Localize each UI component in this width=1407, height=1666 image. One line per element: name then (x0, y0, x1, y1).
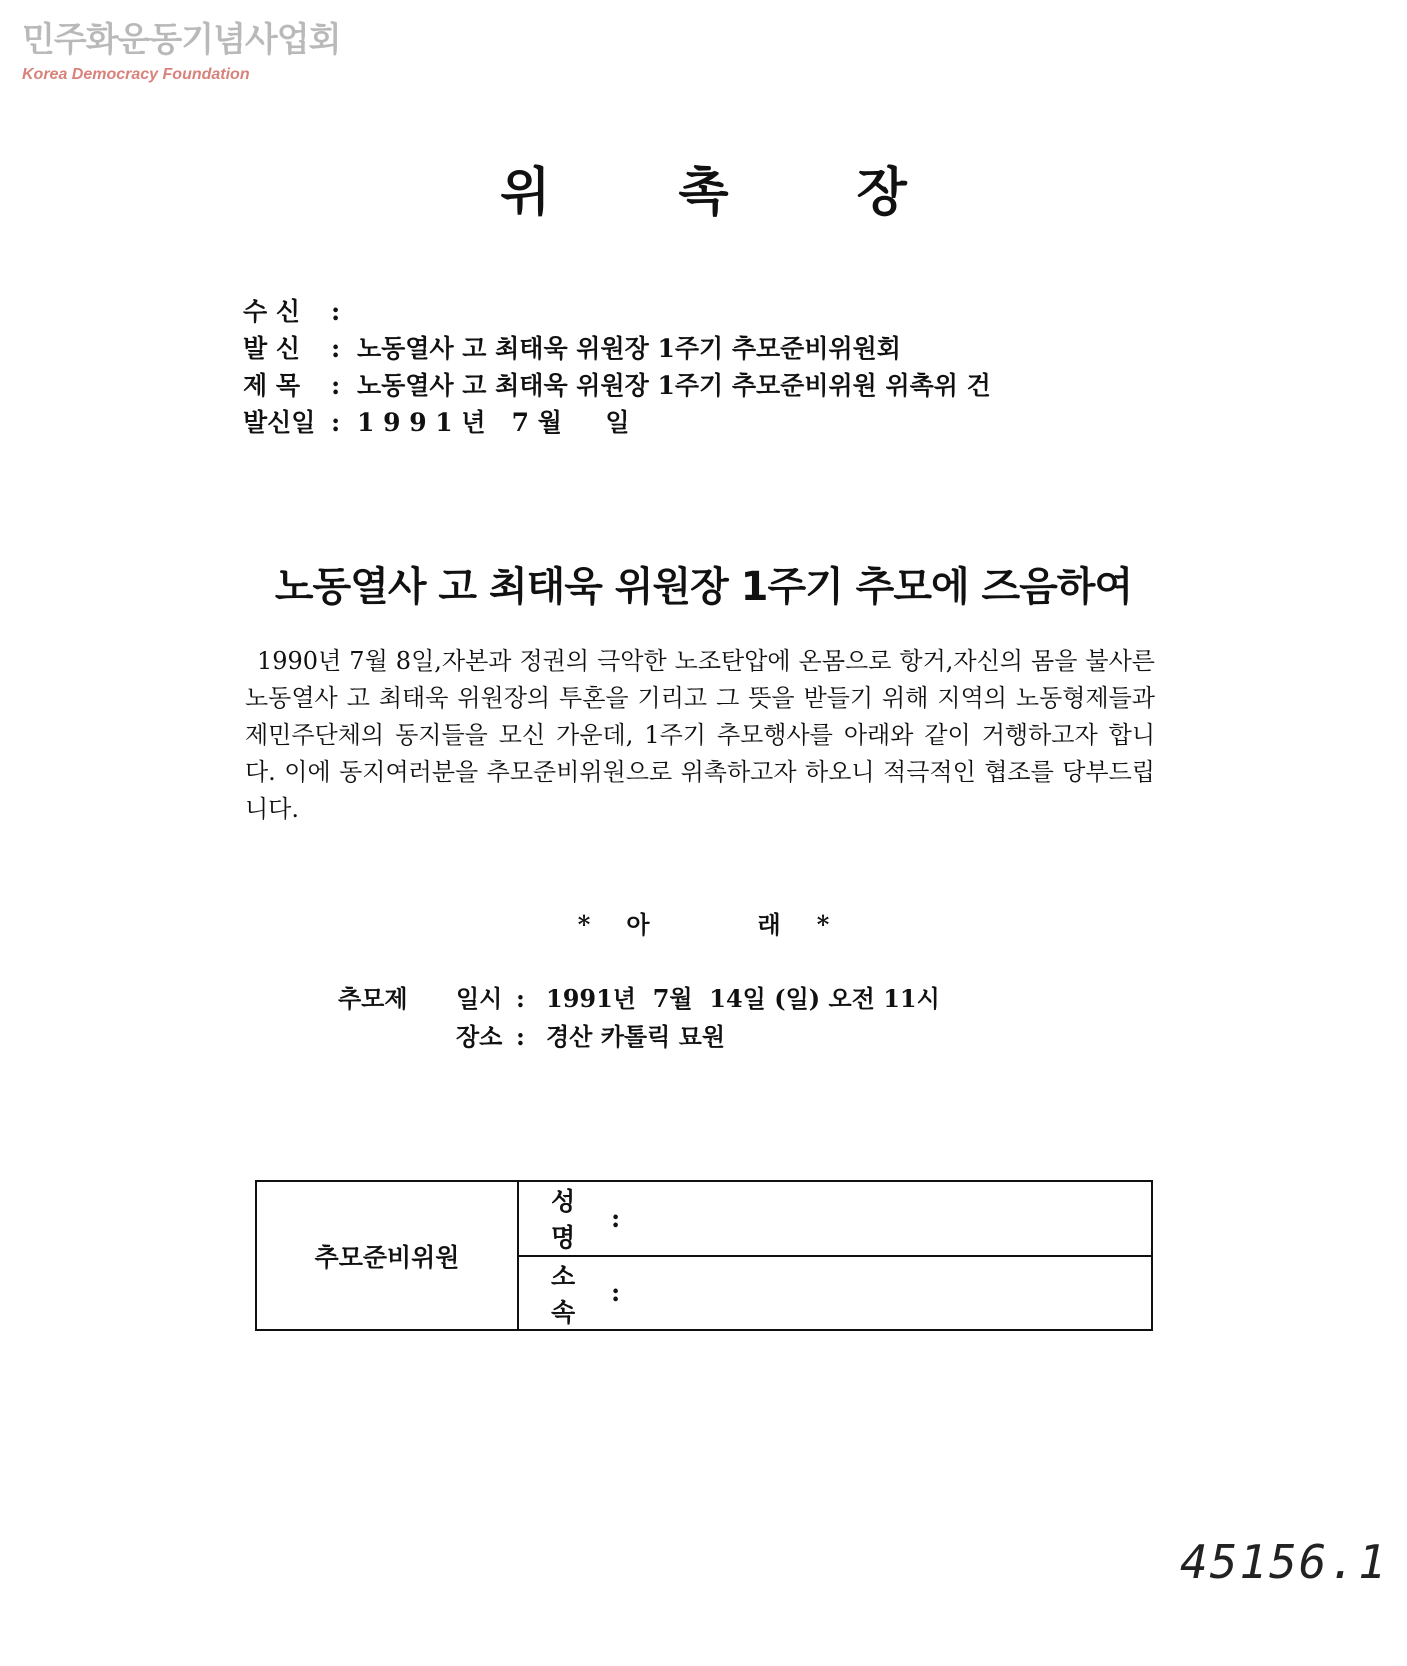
meta-colon: : (331, 297, 341, 326)
section-heading-below (0, 905, 1407, 940)
form-colon: : (611, 1203, 621, 1233)
form-colon: : (611, 1278, 621, 1308)
event-colon: : (516, 984, 525, 1013)
title-char: 촉 (678, 163, 729, 223)
watermark-logo (22, 20, 340, 84)
handwritten-doc-number: 45156.1 (1180, 1535, 1388, 1589)
meta-value: 1 9 9 1 년 7 월 일 (357, 408, 630, 437)
event-label: 장소 (456, 1022, 503, 1051)
watermark-korean: 민주화운동기념사업회 (22, 20, 341, 60)
event-colon: : (516, 1022, 525, 1051)
meta-row-sender (243, 330, 991, 367)
meta-value: 노동열사 고 최태욱 위원장 1주기 추모준비위원회 (357, 334, 901, 363)
meta-label: 발신일 (243, 408, 316, 437)
meta-row-subject (243, 367, 991, 404)
event-label: 일시 (456, 984, 503, 1013)
name-field[interactable] (631, 1203, 1151, 1233)
meta-label: 수 신 (243, 297, 301, 326)
meta-label: 제 목 (243, 371, 301, 400)
title-char: 위 (500, 163, 551, 223)
event-value: 1991년 7월 14일 (일) 오전 11시 (546, 984, 940, 1013)
meta-colon: : (331, 371, 341, 400)
event-row-place (338, 1018, 940, 1056)
event-value: 경산 카톨릭 묘원 (546, 1022, 725, 1051)
form-fields (519, 1182, 1151, 1329)
form-row-name (519, 1182, 1151, 1255)
asterisk: * (816, 910, 830, 939)
meta-row-date (243, 404, 991, 441)
header-meta (243, 293, 991, 441)
meta-colon: : (331, 334, 341, 363)
committee-form-table (255, 1180, 1153, 1331)
meta-colon: : (331, 408, 341, 437)
meta-row-recipient (243, 293, 991, 330)
affiliation-field[interactable] (631, 1278, 1151, 1308)
heading-char: 아 (626, 910, 650, 939)
body-paragraph: 1990년 7월 8일,자본과 정권의 극악한 노조탄압에 온몸으로 항거,자신의 몸을 불사른 노동열사 고 최태욱 위원장의 투혼을 기리고 그 뜻을 받들기 위해 지역의 노동형제들과 제민주단체의 동지들을 모신 가운데, 1주기 추모행사를 아래와 같이 거행하고자 합니다. 이에 동지여러분을 추모준비위원으로 위촉하고자 하오니 적극적인 협조를 당부드립니다. (245, 647, 1155, 823)
form-label: 소 속 (551, 1261, 582, 1327)
watermark-english: Korea Democracy Foundation (22, 66, 250, 83)
title-char: 장 (856, 163, 907, 223)
form-row-affiliation (519, 1255, 1151, 1330)
meta-value: 노동열사 고 최태욱 위원장 1주기 추모준비위원 위촉위 건 (357, 371, 991, 400)
event-row-datetime (338, 980, 940, 1018)
form-left-label: 추모준비위원 (257, 1182, 519, 1329)
event-details (338, 980, 940, 1056)
document-title (0, 150, 1407, 225)
document-subtitle: 노동열사 고 최태욱 위원장 1주기 추모에 즈음하여 (274, 564, 1133, 610)
meta-label: 발 신 (243, 334, 301, 363)
asterisk: * (577, 910, 591, 939)
form-label: 성 명 (551, 1187, 582, 1253)
heading-char: 래 (757, 910, 781, 939)
event-head: 추모제 (338, 984, 408, 1013)
